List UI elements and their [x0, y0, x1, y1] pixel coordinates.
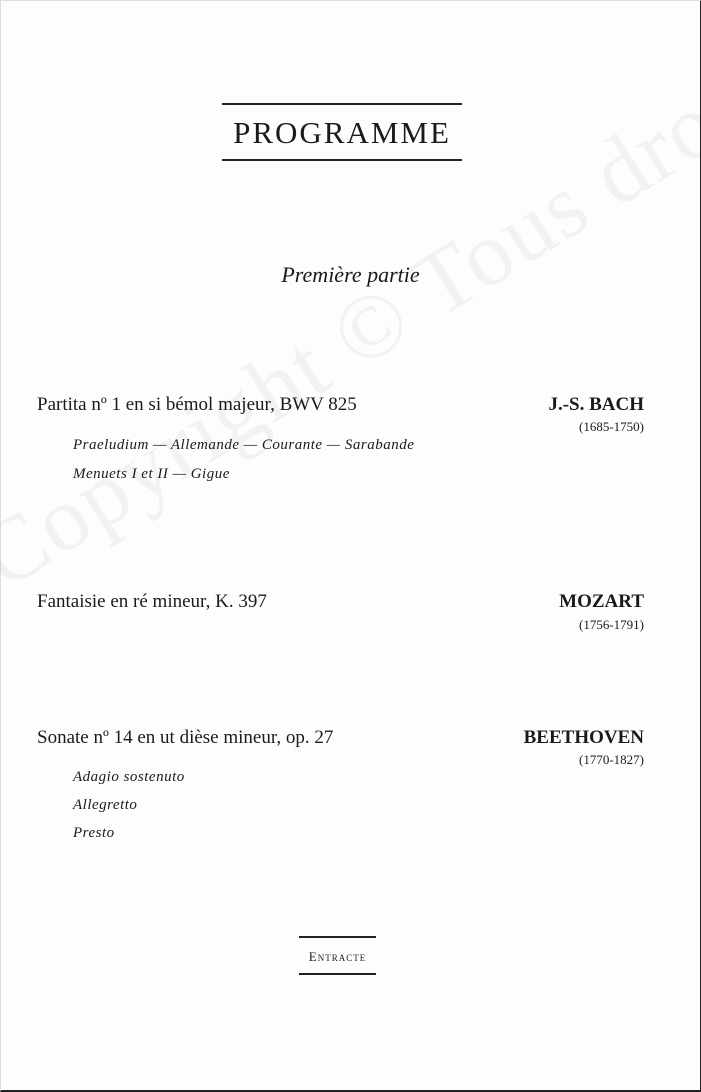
composer-3: BEETHOVEN: [523, 727, 644, 748]
title-block: [222, 103, 462, 161]
page-title: PROGRAMME: [233, 115, 451, 150]
intermission-block: [299, 936, 376, 975]
work-title-3: Sonate nº 14 en ut dièse mineur, op. 27: [37, 727, 334, 748]
movement-line-3-2: Allegretto: [73, 797, 138, 813]
composer-dates-3: (1770-1827): [579, 752, 644, 767]
movement-line-1-1: Praeludium — Allemande — Courante — Sarabande: [73, 437, 415, 453]
section-title: Première partie: [281, 262, 420, 287]
intermission-label: Entracte: [308, 949, 367, 964]
movement-line-3-3: Presto: [73, 825, 115, 841]
movement-line-3-1: Adagio sostenuto: [73, 769, 185, 785]
movement-line-1-2: Menuets I et II — Gigue: [73, 466, 230, 482]
work-title-2: Fantaisie en ré mineur, K. 397: [37, 591, 267, 612]
composer-dates-1: (1685-1750): [579, 419, 644, 434]
composer-dates-2: (1756-1791): [579, 617, 644, 632]
work-title-1: Partita nº 1 en si bémol majeur, BWV 825: [37, 394, 357, 415]
composer-2: MOZART: [559, 591, 644, 612]
composer-1: J.-S. BACH: [548, 394, 644, 415]
